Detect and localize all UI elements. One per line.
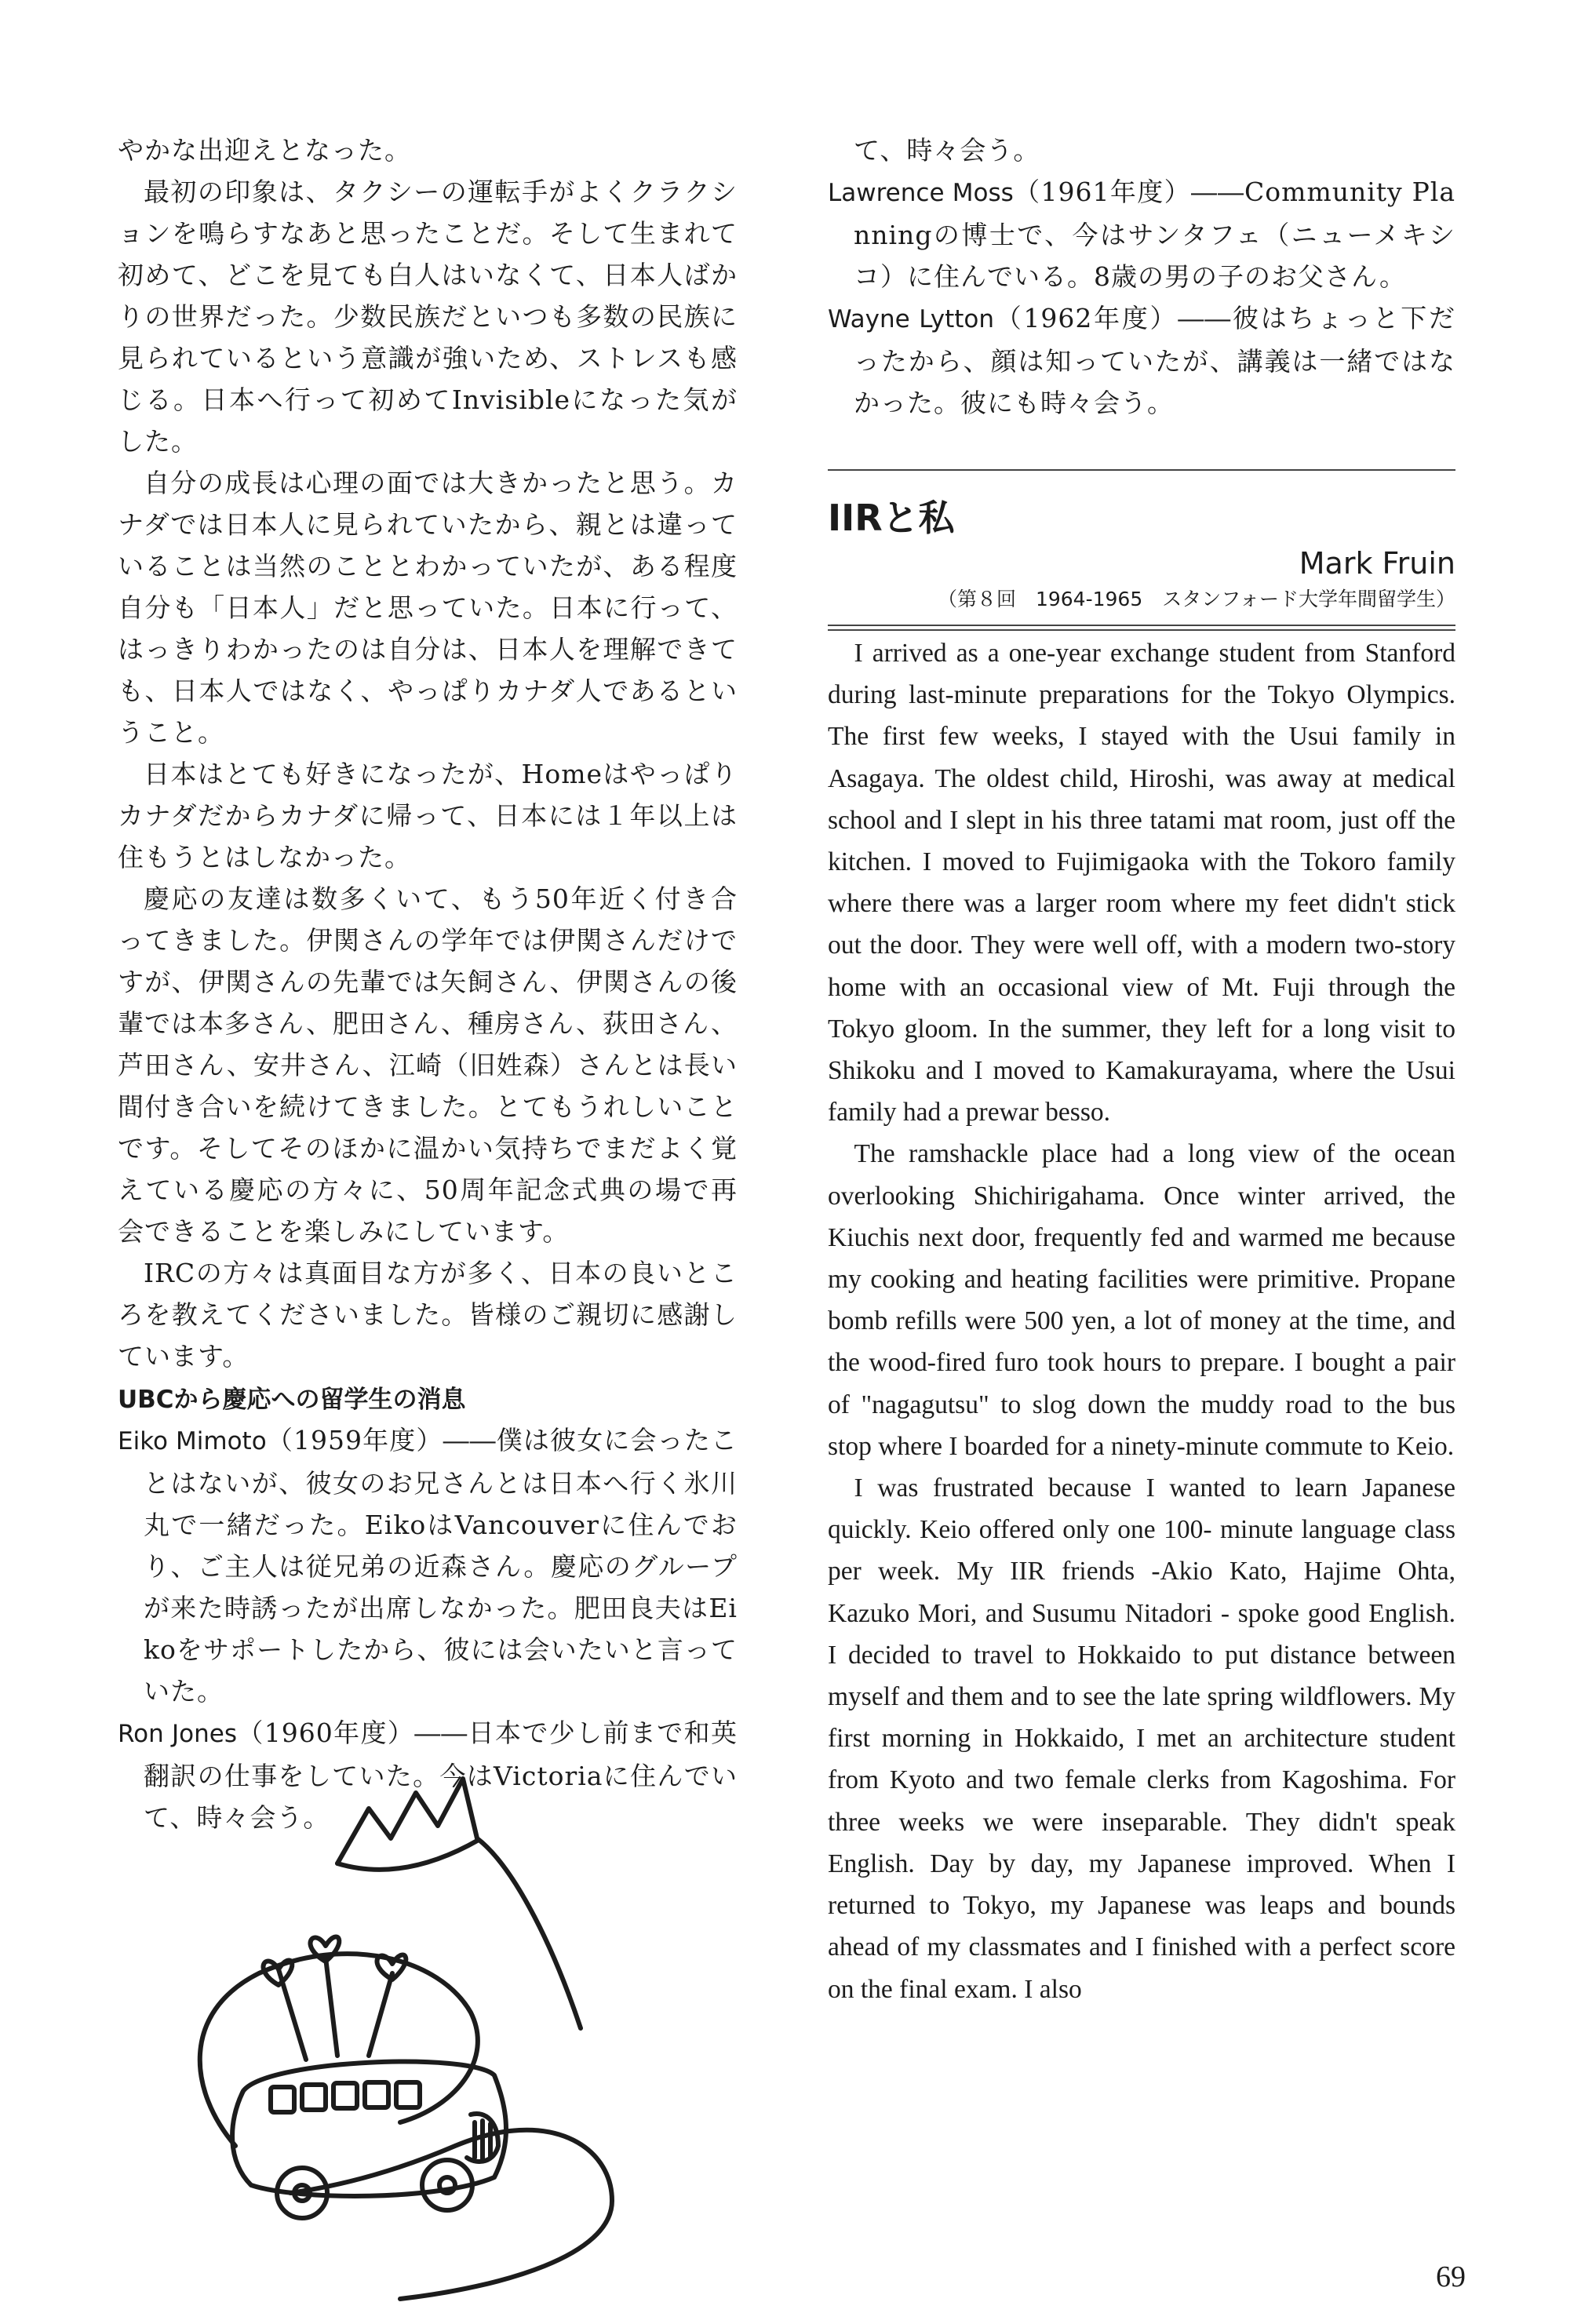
author-divider <box>828 625 1455 626</box>
author-name: Mark Fruin <box>1299 546 1455 581</box>
article-body <box>828 632 1455 2010</box>
left-paragraph-0: やかな出迎えとなった。 <box>118 135 411 166</box>
left-paragraph-3: 日本はとても好きになったが、Homeはやっぱりカナダだからカナダに帰って、日本には１年以上は住もうとはしなかった。 <box>118 759 738 872</box>
alumni-entry-eiko <box>118 1419 738 1712</box>
alumni-text: （1959年度）――僕は彼女に会ったことはないが、彼女のお兄さんとは日本へ行く氷川丸で一緒だった。EikoはVancouverに住んでおり、ご主人は従兄弟の近森さん。慶応のグループが来た時誘ったが出席しなかった。肥田良夫はEikoをサポートしたから、彼には会いたいと言っていた。 <box>144 1425 738 1707</box>
alumni-entry-wayne <box>828 297 1455 424</box>
alumni-name: Wayne Lytton <box>828 305 994 333</box>
author-divider <box>828 629 1455 631</box>
left-paragraph-2: 自分の成長は心理の面では大きかったと思う。カナダでは日本人に見られていたから、親とは違っていることは当然のこととわかっていたが、ある程度自分も「日本人」だと思っていた。日本に行って、はっきりわかったのは自分は、日本人を理解できても、日本人ではなく、やっぱりカナダ人であるということ。 <box>118 468 738 748</box>
right-continuation: て、時々会う。 <box>854 135 1040 166</box>
section-divider <box>828 469 1455 471</box>
alumni-entry-lawrence <box>828 171 1455 297</box>
article-title: IIRと私 <box>828 497 955 539</box>
right-column <box>828 129 1455 424</box>
bus-mountain-illustration <box>141 1777 738 2311</box>
left-paragraph-1: 最初の印象は、タクシーの運転手がよくクラクションを鳴らすなあと思ったことだ。そして生まれて初めて、どこを見ても白人はいなくて、日本人ばかりの世界だった。少数民族だといつも多数の民族に見られているという意識が強いため、ストレスも感じる。日本へ行って初めてInvisibleになった気がした。 <box>118 177 738 457</box>
alumni-subheading: UBCから慶応への留学生の消息 <box>118 1386 466 1414</box>
alumni-text: （1960年度）――日本で少し前まで和英翻訳の仕事をしていた。今はVictoriaに住んでいて、時々会う。 <box>144 1718 738 1833</box>
alumni-name: Lawrence Moss <box>828 179 1014 207</box>
article-paragraph-2: I was frustrated because I wanted to learn Japanese quickly. Keio offered only one 100- minute language class per week. My IIR friends -Akio Kato, Hajime Ohta, Kazuko Mori, and Susumu Nitadori - spoke good English. I decided to travel to Hokkaido to put distance between myself and them and to see the late spring wildflowers. My first morning in Hokkaido, I met an architecture student from Kyoto and two female clerks from Kagoshima. For three weeks we were inseparable. They didn't speak English. Day by day, my Japanese improved. When I returned to Tokyo, my Japanese was leaps and bounds ahead of my classmates and I finished with a perfect score on the final exam. I also <box>828 1473 1455 2004</box>
alumni-text: （1962年度）――彼はちょっと下だったから、顔は知っていたが、講義は一緒ではなかった。彼にも時々会う。 <box>854 303 1456 418</box>
page-number: 69 <box>1436 2260 1466 2293</box>
author-info: （第８回 1964-1965 スタンフォード大学年間留学生） <box>937 588 1455 610</box>
alumni-name: Eiko Mimoto <box>118 1427 267 1455</box>
article-paragraph-0: I arrived as a one-year exchange student from Stanford during last-minute preparations for the Tokyo Olympics. The first few weeks, I stayed with the Usui family in Asagaya. The oldest child, Hiroshi, was away at medical school and I slept in his three tatami mat room, just off the kitchen. I moved to Fujimigaoka with the Tokoro family where there was a larger room where my feet didn't stick out the door. They were well off, with a modern two-story home with an occasional view of Mt. Fuji through the Tokyo gloom. In the summer, they left for a long visit to Shikoku and I moved to Kamakurayama, where the Usui family had a prewar besso. <box>828 639 1455 1127</box>
alumni-name: Ron Jones <box>118 1720 237 1748</box>
alumni-text: （1961年度）――Community Planningの博士で、今はサンタフェ（ニューメキシコ）に住んでいる。8歳の男の子のお父さん。 <box>854 177 1456 292</box>
left-paragraph-5: IRCの方々は真面目な方が多く、日本の良いところを教えてくださいました。皆様のご親切に感謝しています。 <box>118 1258 738 1371</box>
left-column <box>118 129 738 1833</box>
article-paragraph-1: The ramshackle place had a long view of the ocean overlooking Shichirigahama. Once winter arrived, the Kiuchis next door, frequently fed and warmed me because my cooking and heating facilities were primitive. Propane bomb refills were 500 yen, a lot of money at the time, and the wood-fired furo took hours to prepare. I bought a pair of "nagagutsu" to slog down the muddy road to the bus stop where I boarded for a ninety-minute commute to Keio. <box>828 1139 1455 1461</box>
left-paragraph-4: 慶応の友達は数多くいて、もう50年近く付き合ってきました。伊関さんの学年では伊関さんだけですが、伊関さんの先輩では矢飼さん、伊関さんの後輩では本多さん、肥田さん、種房さん、荻田さん、芦田さん、安井さん、江崎（旧姓森）さんとは長い間付き合いを続けてきました。とてもうれしいことです。そしてそのほかに温かい気持ちでまだよく覚えている慶応の方々に、50周年記念式典の場で再会できることを楽しみにしています。 <box>118 883 738 1247</box>
